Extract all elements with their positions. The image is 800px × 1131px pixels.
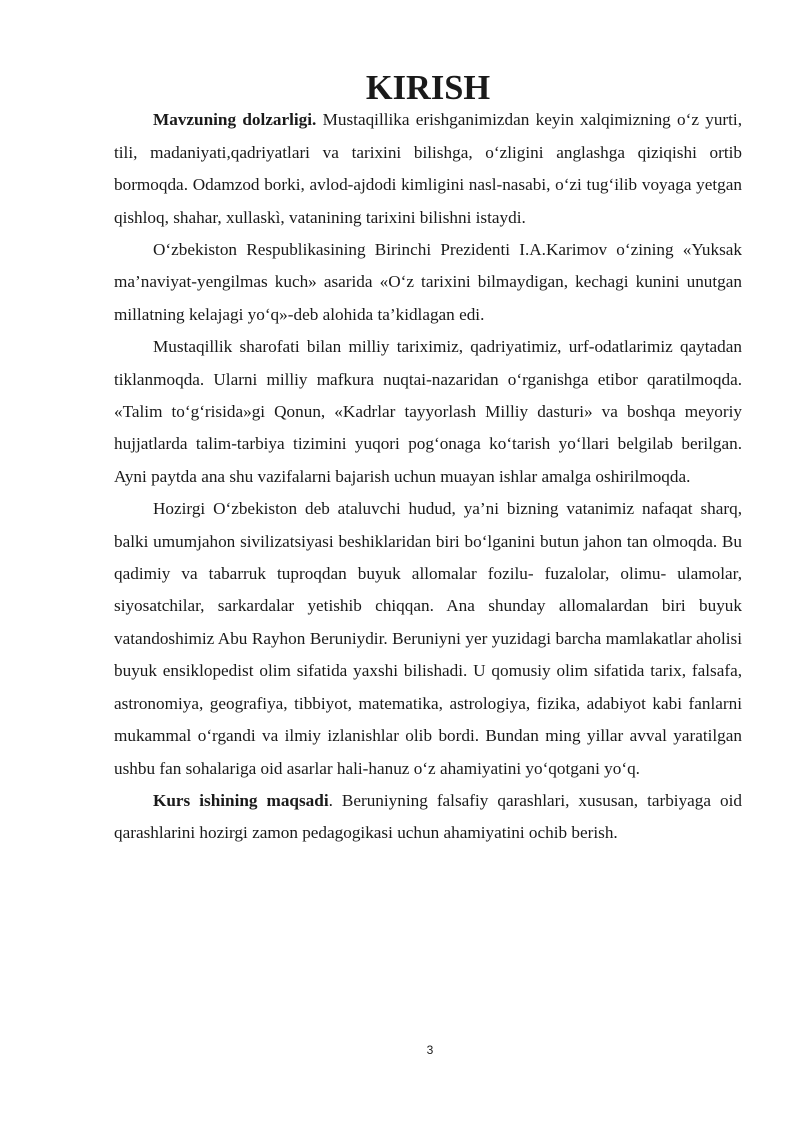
paragraph-lead: Mavzuning dolzarligi. (153, 110, 317, 130)
paragraph-lead: Kurs ishining maqsadi (153, 790, 329, 810)
paragraph-relevance (114, 104, 742, 234)
paragraph-text: O‘zbekiston Respublikasining Birinchi Prezidenti I.A.Karimov o‘zining «Yuksak ma’naviyat-yengilmas kuch» asarida «O‘z tarixini bilmaydigan, kechagi kunini unutgan millatning kelajagi yo‘q»-deb alohida ta’kidlagan edi. (114, 240, 742, 324)
paragraph-text: . Beruniyning falsafiy qarashlari, xususan, tarbiyaga oid qarashlarini hozirgi zamon pedagogikasi uchun ahamiyatini ochib berish. (114, 790, 742, 843)
paragraph-text: Mustaqillik sharofati bilan milliy tariximiz, qadriyatimiz, urf-odatlarimiz qaytadan tiklanmoqda. Ularni milliy mafkura nuqtai-nazaridan o‘rganishga etibor qaratilmoqda. «Talim to‘g‘risida»gi Qonun, «Kadrlar tayyorlash Milliy dasturi» va boshqa meyoriy hujjatlarda talim-tarbiya tizimini yuqori pog‘onaga ko‘tarish yo‘llari belgilab berilgan. Ayni paytda ana shu vazifalarni bajarish uchun muayan ishlar amalga oshirilmoqda. (114, 337, 742, 486)
page-number: 3 (426, 1043, 434, 1057)
paragraph-independence (114, 331, 742, 493)
paragraph-goal (114, 785, 742, 850)
paragraph-history (114, 493, 742, 785)
section-title: KIRISH (365, 69, 491, 107)
paragraph-quote (114, 234, 742, 331)
paragraph-text: Mustaqillika erishganimizdan keyin xalqimizning o‘z yurti, tili, madaniyati,qadriyatlari va tarixini bilishga, o‘zligini anglashga qiziqishi ortib bormoqda. Odamzod borki, avlod-ajdodi kimligini nasl-nasabi, o‘zi tug‘ilib voyaga yetgan qishloq, shahar, xullaskì, vatanining tarixini bilishni istaydi. (114, 110, 742, 227)
paragraph-text: Hozirgi O‘zbekiston deb ataluvchi hudud, ya’ni bizning vatanimiz nafaqat sharq, balki umumjahon sivilizatsiyasi beshiklaridan biri bo‘lganini butun jahon tan olmoqda. Bu qadimiy va tabarruk tuproqdan buyuk allomalar fozilu- fuzalolar, olimu- ulamolar, siyosatchilar, sarkardalar yetishib chiqqan. Ana shunday allomalardan biri buyuk vatandoshimiz Abu Rayhon Beruniydir. Beruniyni yer yuzidagi barcha mamlakatlar aholisi buyuk ensiklopedist olim sifatida yaxshi bilishadi. U qomusiy olim sifatida tarix, falsafa, astronomiya, geografiya, tibbiyot, matematika, astrologiya, fizika, adabiyot kabi fanlarni mukammal o‘rgandi va ilmiy izlanishlar olib bordi. Bundan ming yillar avval yaratilgan ushbu fan sohalariga oid asarlar hali-hanuz o‘z ahamiyatini yo‘qotgani yo‘q. (114, 499, 742, 778)
page-body (114, 69, 742, 850)
